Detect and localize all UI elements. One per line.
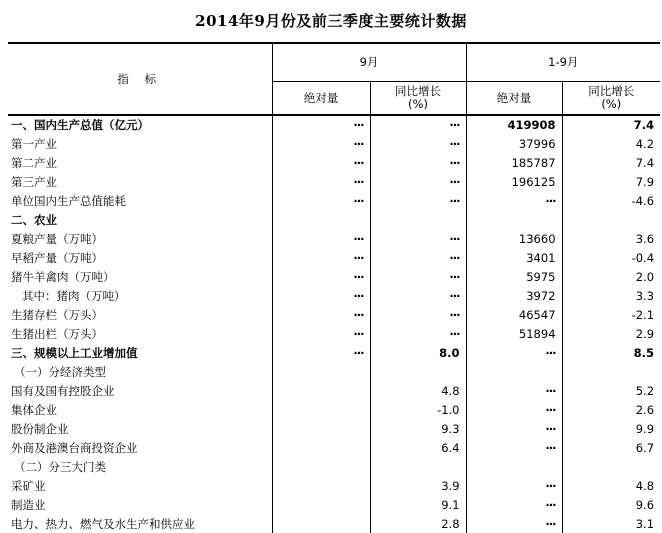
month-abs-cell: ··· <box>272 248 370 267</box>
month-yoy-cell: ··· <box>370 229 466 248</box>
table-row <box>8 248 660 267</box>
ytd-abs-cell: 3972 <box>466 286 562 305</box>
table-row <box>8 267 660 286</box>
ytd-abs-cell: 185787 <box>466 153 562 172</box>
month-yoy-cell: ··· <box>370 305 466 324</box>
row-label: 采矿业 <box>11 478 46 493</box>
month-yoy-cell: -1.0 <box>370 400 466 419</box>
ytd-abs-cell: 5975 <box>466 267 562 286</box>
table-row <box>8 153 660 172</box>
month-yoy-cell: ··· <box>370 324 466 343</box>
month-abs-cell: ··· <box>272 172 370 191</box>
table-row <box>8 514 660 533</box>
ytd-yoy-cell: 3.6 <box>562 229 660 248</box>
ytd-yoy-cell: 7.4 <box>562 153 660 172</box>
table-row <box>8 362 660 381</box>
ytd-abs-header: 绝对量 <box>466 81 562 115</box>
ytd-yoy-cell: 7.4 <box>562 115 660 134</box>
ytd-yoy-cell: 2.6 <box>562 400 660 419</box>
month-yoy-cell: ··· <box>370 172 466 191</box>
month-yoy-cell: 9.3 <box>370 419 466 438</box>
period-ytd-header: 1-9月 <box>466 43 660 81</box>
ytd-yoy-cell: 9.9 <box>562 419 660 438</box>
month-abs-cell <box>272 476 370 495</box>
month-abs-cell: ··· <box>272 153 370 172</box>
table-row <box>8 115 660 134</box>
table-row <box>8 134 660 153</box>
month-yoy-cell <box>370 362 466 381</box>
indicator-header: 指 标 <box>8 43 272 115</box>
ytd-yoy-header: 同比增长 (%) <box>562 81 660 115</box>
ytd-yoy-cell: 3.1 <box>562 514 660 533</box>
ytd-yoy-cell: -2.1 <box>562 305 660 324</box>
month-abs-cell: ··· <box>272 191 370 210</box>
table-row <box>8 476 660 495</box>
row-label: 早稻产量（万吨） <box>11 250 103 265</box>
row-label: 猪牛羊禽肉（万吨） <box>11 269 115 284</box>
ytd-abs-cell: 3401 <box>466 248 562 267</box>
row-label: 三、规模以上工业增加值 <box>11 345 138 360</box>
month-abs-cell <box>272 438 370 457</box>
month-abs-cell <box>272 514 370 533</box>
table-row <box>8 305 660 324</box>
row-label: 其中：猪肉（万吨） <box>22 288 126 303</box>
row-label: 一、国内生产总值（亿元） <box>11 118 149 132</box>
month-yoy-cell: ··· <box>370 153 466 172</box>
ytd-yoy-cell <box>562 457 660 476</box>
row-label: 第二产业 <box>11 155 57 170</box>
row-label: 股份制企业 <box>11 421 69 436</box>
row-label: 生猪出栏（万头） <box>11 326 103 341</box>
month-yoy-cell: 4.8 <box>370 381 466 400</box>
ytd-yoy-cell: 4.8 <box>562 476 660 495</box>
table-row <box>8 210 660 229</box>
ytd-abs-cell: 51894 <box>466 324 562 343</box>
period-month-header: 9月 <box>272 43 466 81</box>
ytd-abs-cell: 419908 <box>466 115 562 134</box>
month-abs-cell <box>272 400 370 419</box>
month-yoy-cell: 9.1 <box>370 495 466 514</box>
month-yoy-cell: 3.9 <box>370 476 466 495</box>
month-abs-cell: ··· <box>272 324 370 343</box>
ytd-abs-cell: 46547 <box>466 305 562 324</box>
table-body <box>8 115 660 533</box>
table-row <box>8 419 660 438</box>
table-row <box>8 324 660 343</box>
row-label: 国有及国有控股企业 <box>11 383 115 398</box>
ytd-yoy-cell: 2.9 <box>562 324 660 343</box>
month-abs-cell: ··· <box>272 343 370 362</box>
table-row <box>8 286 660 305</box>
row-label: （二）分三大门类 <box>14 459 106 474</box>
ytd-yoy-cell <box>562 362 660 381</box>
ytd-abs-cell: ··· <box>466 343 562 362</box>
ytd-yoy-cell: 8.5 <box>562 343 660 362</box>
month-abs-cell <box>272 362 370 381</box>
ytd-abs-cell <box>466 362 562 381</box>
table-row <box>8 495 660 514</box>
row-label: 外商及港澳台商投资企业 <box>11 440 138 455</box>
ytd-yoy-cell: 3.3 <box>562 286 660 305</box>
table-row <box>8 381 660 400</box>
ytd-yoy-cell <box>562 210 660 229</box>
row-label: 二、农业 <box>11 212 57 227</box>
table-row <box>8 172 660 191</box>
month-abs-cell <box>272 419 370 438</box>
month-abs-cell: ··· <box>272 134 370 153</box>
row-label: 第三产业 <box>11 174 57 189</box>
table-row <box>8 229 660 248</box>
statistics-table <box>8 42 660 533</box>
month-yoy-header: 同比增长 (%) <box>370 81 466 115</box>
row-label: 制造业 <box>11 497 46 512</box>
ytd-abs-cell: 196125 <box>466 172 562 191</box>
ytd-yoy-cell: -0.4 <box>562 248 660 267</box>
month-abs-cell: ··· <box>272 267 370 286</box>
ytd-yoy-cell: 7.9 <box>562 172 660 191</box>
month-abs-cell: ··· <box>272 229 370 248</box>
ytd-abs-cell: ··· <box>466 400 562 419</box>
ytd-abs-cell: ··· <box>466 476 562 495</box>
ytd-abs-cell <box>466 457 562 476</box>
month-yoy-cell: 2.8 <box>370 514 466 533</box>
ytd-yoy-cell: 4.2 <box>562 134 660 153</box>
month-abs-cell: ··· <box>272 286 370 305</box>
month-abs-cell <box>272 210 370 229</box>
report-title: 2014年9月份及前三季度主要统计数据 <box>195 12 467 30</box>
month-yoy-cell: ··· <box>370 191 466 210</box>
month-abs-cell <box>272 495 370 514</box>
row-label: 单位国内生产总值能耗 <box>11 193 126 208</box>
month-yoy-cell: ··· <box>370 115 466 134</box>
ytd-abs-cell <box>466 210 562 229</box>
ytd-abs-cell: ··· <box>466 381 562 400</box>
ytd-yoy-cell: 9.6 <box>562 495 660 514</box>
table-row <box>8 400 660 419</box>
ytd-abs-cell: ··· <box>466 191 562 210</box>
ytd-yoy-cell: 5.2 <box>562 381 660 400</box>
month-abs-cell <box>272 381 370 400</box>
month-yoy-cell: ··· <box>370 267 466 286</box>
ytd-yoy-cell: 2.0 <box>562 267 660 286</box>
ytd-abs-cell: ··· <box>466 438 562 457</box>
ytd-yoy-cell: 6.7 <box>562 438 660 457</box>
month-yoy-cell: ··· <box>370 134 466 153</box>
month-yoy-cell <box>370 210 466 229</box>
month-yoy-cell: ··· <box>370 248 466 267</box>
row-label: 生猪存栏（万头） <box>11 307 103 322</box>
row-label: （一）分经济类型 <box>14 364 106 379</box>
month-yoy-cell <box>370 457 466 476</box>
ytd-abs-cell: ··· <box>466 495 562 514</box>
ytd-abs-cell: 13660 <box>466 229 562 248</box>
ytd-yoy-cell: -4.6 <box>562 191 660 210</box>
table-row <box>8 343 660 362</box>
table-row <box>8 457 660 476</box>
row-label: 集体企业 <box>11 402 57 417</box>
row-label: 夏粮产量（万吨） <box>11 231 103 246</box>
month-yoy-cell: ··· <box>370 286 466 305</box>
row-label: 电力、热力、燃气及水生产和供应业 <box>11 516 195 531</box>
table-row <box>8 438 660 457</box>
table-row <box>8 191 660 210</box>
ytd-abs-cell: 37996 <box>466 134 562 153</box>
month-yoy-cell: 8.0 <box>370 343 466 362</box>
ytd-abs-cell: ··· <box>466 419 562 438</box>
month-abs-cell: ··· <box>272 305 370 324</box>
month-yoy-cell: 6.4 <box>370 438 466 457</box>
month-abs-cell <box>272 457 370 476</box>
month-abs-header: 绝对量 <box>272 81 370 115</box>
ytd-abs-cell: ··· <box>466 514 562 533</box>
month-abs-cell: ··· <box>272 115 370 134</box>
row-label: 第一产业 <box>11 136 57 151</box>
